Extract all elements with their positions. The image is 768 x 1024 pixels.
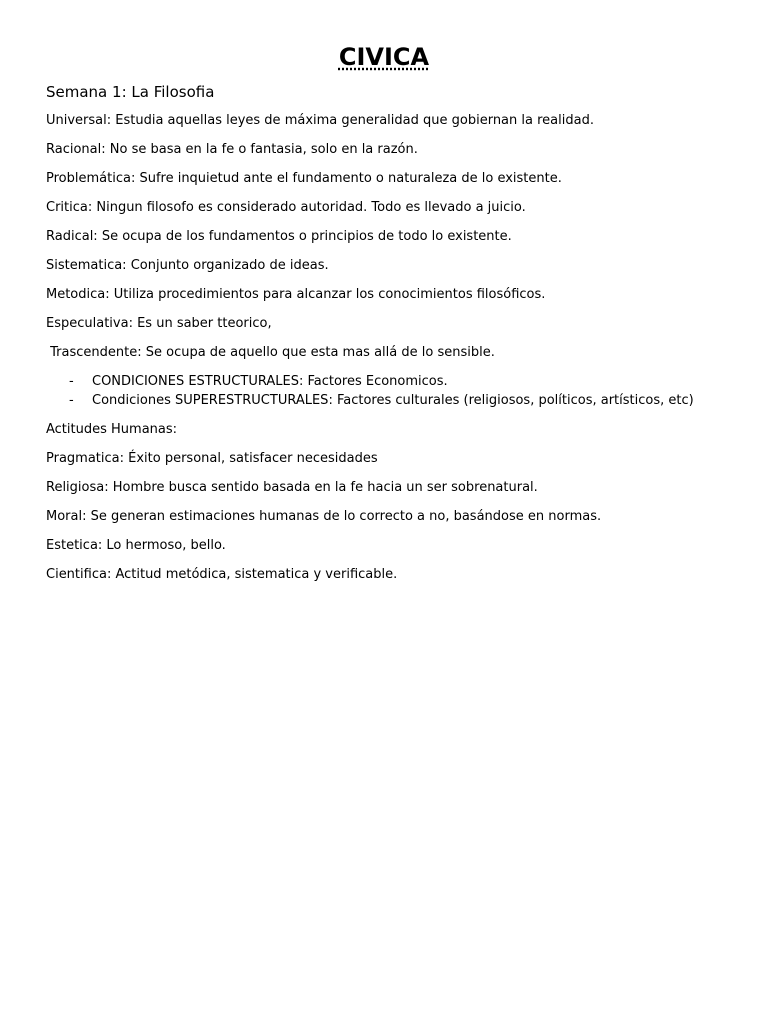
paragraph-pragmatica: Pragmatica: Éxito personal, satisfacer necesidades bbox=[46, 451, 378, 466]
section-heading: Semana 1: La Filosofia bbox=[46, 83, 215, 101]
paragraph-problematica: Problemática: Sufre inquietud ante el fundamento o naturaleza de lo existente. bbox=[46, 171, 562, 186]
paragraph-radical: Radical: Se ocupa de los fundamentos o principios de todo lo existente. bbox=[46, 229, 512, 244]
list-item-text: CONDICIONES ESTRUCTURALES: Factores Economicos. bbox=[92, 374, 448, 389]
conditions-list bbox=[46, 372, 746, 410]
paragraph-sistematica: Sistematica: Conjunto organizado de ideas. bbox=[46, 258, 329, 273]
paragraph-critica: Critica: Ningun filosofo es considerado autoridad. Todo es llevado a juicio. bbox=[46, 200, 526, 215]
paragraph-metodica: Metodica: Utiliza procedimientos para alcanzar los conocimientos filosóficos. bbox=[46, 287, 546, 302]
document-title bbox=[0, 40, 768, 74]
bullet-dash: - bbox=[69, 374, 74, 389]
paragraph-estetica: Estetica: Lo hermoso, bello. bbox=[46, 538, 226, 553]
document-title-text: CIVICA bbox=[338, 43, 430, 71]
paragraph-especulativa: Especulativa: Es un saber tteorico, bbox=[46, 316, 272, 331]
paragraph-moral: Moral: Se generan estimaciones humanas de lo correcto a no, basándose en normas. bbox=[46, 509, 602, 524]
paragraph-racional: Racional: No se basa en la fe o fantasia, solo en la razón. bbox=[46, 142, 418, 157]
paragraph-universal: Universal: Estudia aquellas leyes de máxima generalidad que gobiernan la realidad. bbox=[46, 113, 594, 128]
list-item bbox=[46, 391, 746, 410]
paragraph-actitudes-heading: Actitudes Humanas: bbox=[46, 422, 178, 437]
list-item-text: Condiciones SUPERESTRUCTURALES: Factores culturales (religiosos, políticos, artísticos, etc) bbox=[92, 393, 694, 408]
document-body bbox=[46, 111, 746, 594]
list-item bbox=[46, 372, 746, 391]
paragraph-religiosa: Religiosa: Hombre busca sentido basada en la fe hacia un ser sobrenatural. bbox=[46, 480, 538, 495]
paragraph-trascendente: Trascendente: Se ocupa de aquello que esta mas allá de lo sensible. bbox=[46, 345, 495, 360]
bullet-dash: - bbox=[69, 393, 74, 408]
paragraph-cientifica: Cientifica: Actitud metódica, sistematica y verificable. bbox=[46, 567, 398, 582]
